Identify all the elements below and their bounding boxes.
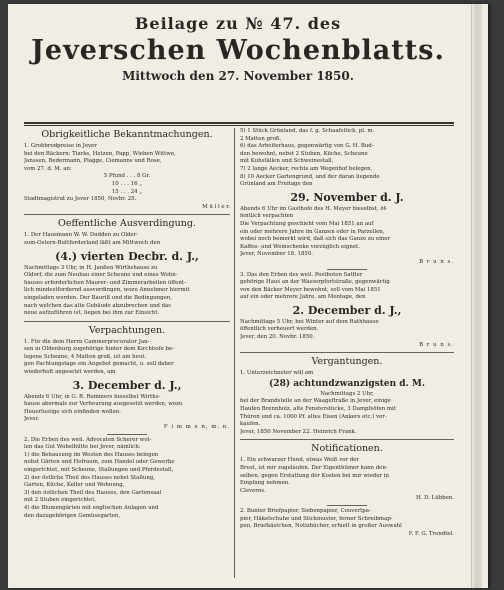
date-highlight: (4.) vierten Decbr. d. J.,	[55, 249, 199, 263]
text-line: vom 27. d. M. an:	[24, 165, 72, 172]
text-line: 7) 2 lange Aecker, rechts am Wegenhof belegen,	[240, 165, 373, 172]
text-line: 8) 10 Aecker Gartengrund, und der daran liegende	[240, 173, 380, 180]
text-line: Abends 6 Uhr im Gasthofe des H. Meyer hieselbst, öf-	[240, 205, 388, 212]
text-line: Cleverns.	[240, 487, 266, 494]
text-line: Abends 6 Uhr, in G. R. Remmers hieselbst Wirths-	[24, 393, 161, 400]
section-rule	[240, 439, 454, 440]
signature: M ü l l e r.	[202, 203, 230, 210]
text-line: 1. Grobbrodpreise in Jever	[24, 143, 97, 149]
column-divider	[234, 128, 235, 578]
text-line: den bewohnt, nebst 2 Stuben, Küche, Scheune	[240, 150, 368, 157]
text-line: Janssen, Bedermann, Plagge, Ciemanns und Rose,	[24, 158, 162, 165]
section-heading-ausverdingung: Oeffentliche Ausverdingung.	[58, 218, 196, 230]
section-heading-verpachtungen: Verpachtungen.	[88, 324, 166, 336]
text-line: fentlich verpachten	[240, 213, 294, 220]
masthead-rule	[24, 122, 454, 124]
text-line: Nachmittags 5 Uhr, bei Winter auf dem Rathhause	[240, 318, 379, 325]
signature: F. F. G. Trendtel.	[408, 530, 454, 537]
text-line: bei den Bäckern: Tiarks, Hetzen, Papp, Wieben Wittwe,	[24, 150, 176, 157]
text-line: Grünland am Freitage den	[240, 181, 313, 188]
price-line: 10 . . . 16 „	[111, 180, 143, 187]
text-line: lich mindestfordernd ausverdingen, wozu Annehmer hiermit	[24, 287, 190, 294]
text-line: Empfang nehmen.	[240, 480, 290, 487]
text-line: sum-Ostern-Buttforderland läßt am Mittwoch den	[24, 239, 161, 246]
text-line: Heuerlustige sich einfinden wollen.	[24, 408, 121, 415]
text-line: 2. Die Erben des weil. Advocaten Scherer wol-	[24, 436, 152, 443]
date-highlight: (28) achtundzwanzigsten d. M.	[269, 378, 425, 389]
text-line: 1. Für die dem Herrn Cammerprocurator Jan-	[24, 338, 150, 345]
text-line: auf ein oder mehrere Jahre, am Montage, den	[240, 294, 366, 301]
text-line: pier, Häkelschuhe und Stickmuster, ferner Schreibmap-	[240, 515, 393, 522]
text-line: öffentlich verheuert werden.	[240, 326, 319, 333]
section-rule	[240, 352, 454, 353]
signature: F i m m e n, m. n.	[163, 424, 230, 431]
text-line: hauses erforderlichen Maurer- und Zimmerarbeiten öffent-	[24, 279, 186, 286]
text-line: Jever, den 20. Novbr. 1850.	[240, 334, 315, 341]
text-line: mit Kuhställen und Schweinestall,	[240, 158, 334, 165]
text-line: eingerichtet, mit Scheune, Stallungen und Pferdestall,	[24, 467, 174, 473]
text-line: 1) die Behausung im Westen des Hauses belegen	[24, 451, 159, 458]
section-rule	[24, 321, 230, 322]
masthead	[18, 14, 458, 84]
text-line: 4) die Blumengärten mit englischen Anlagen und	[24, 504, 159, 511]
text-line: 2. Bunter Briefpapier, Siebenpapier, Couvertpa-	[240, 507, 371, 514]
signature: H. D. Lübben.	[415, 495, 454, 502]
text-line: sen in Oldenburg zugehörige hinter dem Kirchhofe be-	[24, 346, 174, 353]
text-line: 3) den östlichen Theil des Hauses, den Gartensaal	[24, 489, 162, 496]
text-line: gehörige Haus an der Wasserpfortstraße, gegenwärtig	[240, 279, 390, 286]
text-line: Garten, Küche, Keller und Wohnung,	[24, 482, 125, 489]
text-line: hause abermals zur Verheurung ausgesetzt werden, wozu	[24, 401, 183, 408]
text-line: nebst Gärten und Hofraum, zum Handel oder Gewerbe	[24, 459, 175, 466]
text-line: ein oder mehrere Jahre im Ganzen oder in Parzellen,	[240, 228, 385, 235]
text-line: 1. Der Hausmann W. W. Dudden zu Older-	[24, 232, 139, 239]
text-line: len das Gut Wobelhütte bei Jever, nämlich:	[24, 444, 141, 451]
section-heading-vergantungen: Vergantungen.	[311, 356, 383, 368]
text-line: Oldorf, die zum Neubau einer Scheune und eines Wohn-	[24, 272, 178, 279]
price-line: 5 Pfund . . . 8 Gr.	[103, 173, 151, 180]
text-line: kaufen.	[240, 421, 261, 428]
section-rule	[24, 214, 230, 215]
text-line: wobei noch bemerkt wird, daß sich das Ganze zu einer	[240, 236, 391, 243]
text-line: bei der Brandstelle an der Waageftraße in Jever, einige	[240, 398, 391, 405]
signature: B r u n s.	[419, 258, 454, 265]
text-line: 5) 1 Stück Grünland, das f. g. Schaafstück, pl. m.	[240, 128, 375, 134]
date-highlight: 2. December d. J.,	[292, 303, 402, 317]
text-line: Thüren und ca. 1000 Pf. altes Eisen (Ankers etc.) ver-	[240, 413, 387, 420]
text-line: Brust, ist mir zugelaufen. Der Eigenthümer kann den-	[240, 465, 388, 471]
text-line: Kaffee- und Weinschenke vorzüglich eignet.	[240, 243, 360, 250]
section-heading-obrigkeitliche: Obrigkeitliche Bekanntmachungen.	[41, 129, 213, 140]
text-line: 2) der östliche Theil des Hauses nebst Stallung,	[24, 474, 155, 481]
text-line: Die Verpachtung geschieht vom Mai 1851 an auf	[240, 220, 374, 227]
text-line: gen Pachtungstage ein Angebot gemacht, u. soll daher	[24, 361, 174, 368]
date-highlight: 29. November d. J.	[290, 190, 404, 204]
right-column	[240, 128, 454, 538]
text-line: den dazugehörigen Gemüsegarten,	[24, 512, 121, 519]
text-line: 3. Das den Erben des weil. Postboten Sattler	[240, 271, 363, 278]
text-line: 6) das Arbeiterhaus, gegenwärtig von G. H. Bud-	[240, 143, 374, 150]
price-line: 15 . . . 24 „	[111, 188, 143, 195]
text-line: wiederholt angesetzt werden, am	[24, 369, 116, 376]
text-line: pen, Briefkästchen, Notizbücher, erhielt in großer Auswahl	[240, 523, 402, 530]
text-line: 1. Unterzeichneter will am	[240, 370, 314, 377]
section-heading-notificationen: Notificationen.	[311, 443, 383, 455]
text-line: Nachmittags 3 Uhr, in H. Janßen Wirthshause zu	[24, 264, 158, 271]
supplement-line: Beilage zu № 47. des	[134, 14, 342, 33]
issue-date: Mittwoch den 27. November 1850.	[122, 69, 354, 83]
binding-spine	[471, 4, 482, 588]
left-column	[24, 128, 230, 520]
text-line: 1. Ein schwarzer Hund, etwas Weiß vor der	[240, 457, 359, 464]
masthead-rule-thin	[24, 125, 454, 126]
text-line: von den Bäcker Meyer bewohnt, soll vom Mai 1851	[240, 286, 381, 293]
newspaper-page	[8, 4, 488, 588]
short-rule	[107, 434, 147, 435]
text-line: eingeladen werden. Der Bauriß und die Bedingungen,	[24, 294, 172, 301]
newspaper-title: Jeverschen Wochenblatts.	[31, 35, 445, 66]
text-line: nach welchen das alte Gebäude abzubrechen und das	[24, 302, 172, 309]
text-line: selben, gegen Erstattung der Kosten bei mir wieder in	[240, 472, 390, 479]
short-rule	[327, 269, 367, 270]
text-line: Jever, 1850 November 22. Heinrich Frank.	[240, 428, 357, 435]
text-line: Haufen Brennholz, alte Fensterstücke, 3 Dampfsöfen mit	[240, 406, 396, 413]
text-line: legene Scheune, 4 Matten groß, ist am heut.	[24, 353, 147, 360]
short-rule	[327, 505, 367, 506]
signature: B r u n s.	[419, 341, 454, 348]
text-line: Jever.	[24, 416, 40, 423]
date-highlight: 3. December d. J.,	[72, 378, 182, 392]
text-line: Jever, November 18. 1850.	[240, 251, 313, 258]
text-line: Stadtmagistrat zu Jever 1850, Novbr. 25.	[24, 196, 137, 203]
text-line: mit 2 Stuben eingerichtet,	[24, 497, 97, 504]
text-line: 2 Matten groß,	[240, 135, 282, 142]
text-line: neue aufzuführen ist, liegen bei ihm zur Einsicht.	[24, 310, 160, 317]
text-line: Nachmittags 2 Uhr,	[320, 390, 374, 397]
